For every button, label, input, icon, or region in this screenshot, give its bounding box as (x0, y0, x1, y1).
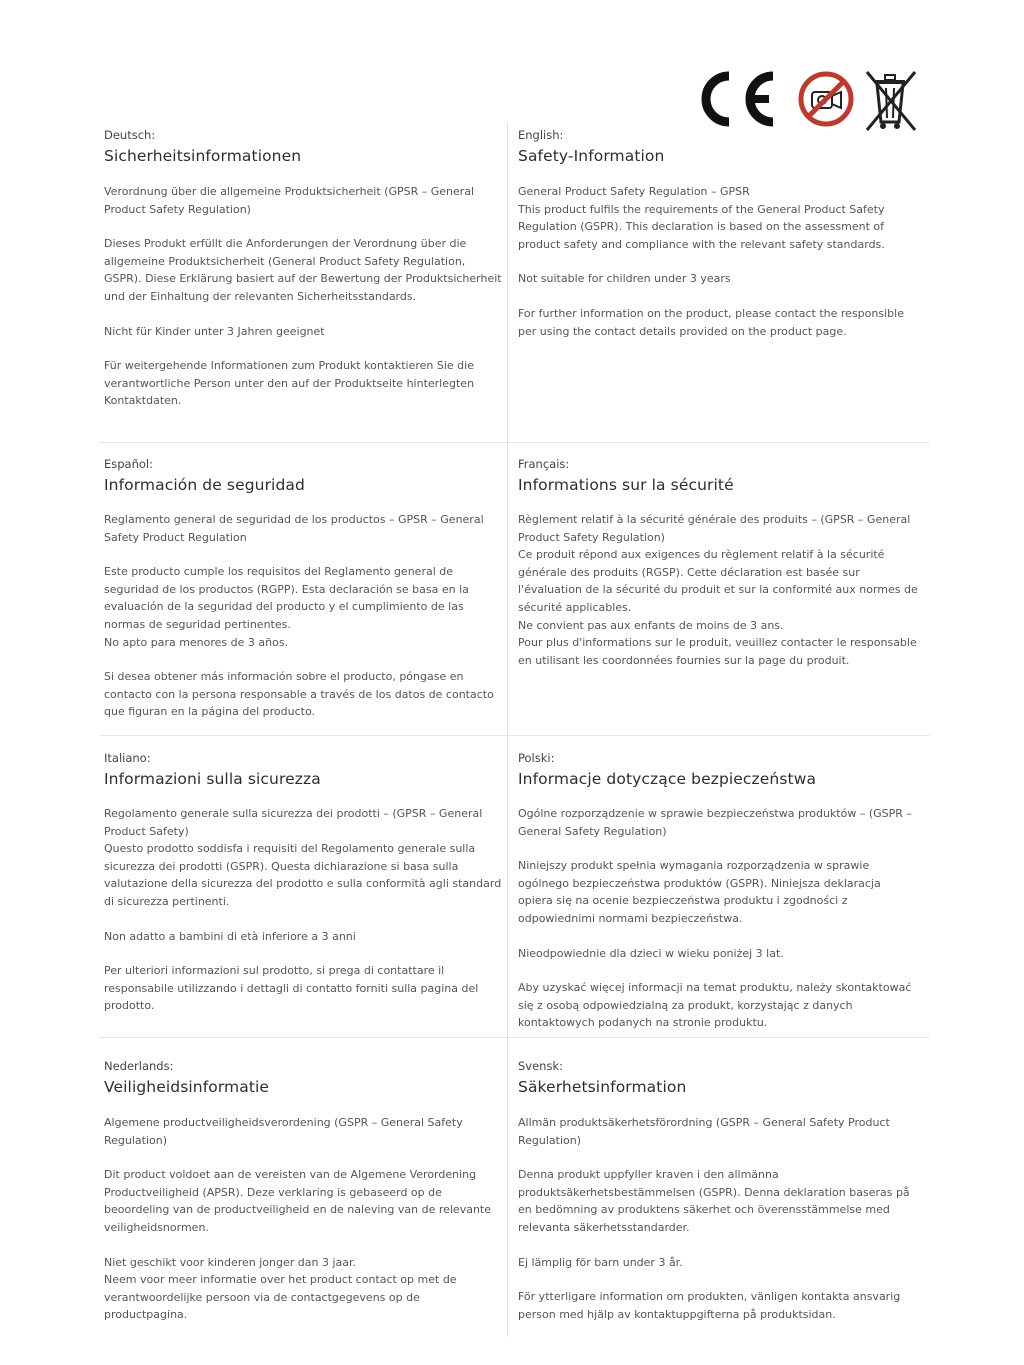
section-title: Informacje dotyczące bezpieczeństwa (518, 770, 817, 788)
contact-text: För ytterligare information om produkten, vänligen kontakta ansvarig person med hjälp av kontaktuppgifterna på produktsidan. (518, 1290, 901, 1321)
compliance-text: Este producto cumple los requisitos del Reglamento general de seguridad de los productos (RGPP). Esta declaración se basa en la evaluación de la seguridad del producto y el cumplimiento de las normas de seguridad pertinentes. (104, 565, 469, 631)
section-polski (518, 750, 918, 1032)
language-label: Italiano: (104, 751, 151, 765)
language-label: Polski: (518, 751, 555, 765)
contact-text: Für weitergehende Informationen zum Produkt kontaktieren Sie die verantwortliche Person unter den auf der Produktseite hinterlegten Kontaktdaten. (104, 359, 475, 408)
age-warning-text: Ne convient pas aux enfants de moins de 3 ans. (518, 618, 784, 632)
age-warning-text: Nicht für Kinder unter 3 Jahren geeignet (104, 324, 325, 338)
section-title: Veiligheidsinformatie (104, 1078, 270, 1096)
age-warning-text: Non adatto a bambini di età inferiore a 3 anni (104, 929, 356, 943)
section-title: Sicherheitsinformationen (104, 147, 302, 165)
regulation-text: Ogólne rozporządzenie w sprawie bezpieczeństwa produktów – (GSPR – General Safety Regulation) (518, 807, 912, 838)
compliance-text: Denna produkt uppfyller kraven i den allmänna produktsäkerhetsbestämmelsen (GSPR). Denna deklaration baseras på en bedömning av produktens säkerhet och överensstämmelse med relevanta säkerhetsstandarder. (518, 1168, 910, 1234)
contact-text: Si desea obtener más información sobre el producto, póngase en contacto con la persona responsable a través de los datos de contacto que figuran en la página del producto. (104, 670, 494, 719)
language-label: Deutsch: (104, 128, 156, 142)
regulation-text: Allmän produktsäkerhetsförordning (GSPR – General Safety Product Regulation) (518, 1116, 890, 1147)
regulation-text: Regolamento generale sulla sicurezza dei prodotti – (GPSR – General Product Safety) (104, 807, 483, 838)
age-warning-text: Niet geschikt voor kinderen jonger dan 3 jaar. (104, 1255, 357, 1269)
section-title: Safety-Information (518, 147, 665, 165)
section-svensk (518, 1058, 918, 1323)
language-label: Español: (104, 457, 153, 471)
compliance-text: This product fulfils the requirements of the General Product Safety Regulation (GSPR). This declaration is based on the assessment of product safety and compliance with the relevant safety standards. (518, 202, 885, 251)
section-espanol (104, 456, 504, 721)
age-warning-text: Ej lämplig för barn under 3 år. (518, 1255, 683, 1269)
certification-logos (695, 66, 930, 136)
compliance-text: Dit product voldoet aan de vereisten van de Algemene Verordening Productveiligheid (APSR). Deze verklaring is gebaseerd op de beoordeling van de productveiligheid en de naleving van de relevante veiligheidsnormen. (104, 1168, 492, 1234)
section-title: Información de seguridad (104, 476, 305, 494)
ce-mark-icon (695, 70, 777, 128)
age-warning-text: No apto para menores de 3 años. (104, 635, 289, 649)
contact-text: Neem voor meer informatie over het product contact op met de verantwoordelijke persoon via de contactgegevens op de productpagina. (104, 1273, 457, 1322)
age-warning-text: Nieodpowiednie dla dzieci w wieku poniżej 3 lat. (518, 946, 784, 960)
section-italiano (104, 750, 504, 1015)
language-label: Nederlands: (104, 1059, 174, 1073)
section-deutsch (104, 127, 504, 410)
section-title: Säkerhetsinformation (518, 1078, 687, 1096)
regulation-text: Règlement relatif à la sécurité générale des produits – (GPSR – General Product Safety Regulation) (518, 513, 911, 544)
regulation-text: Algemene productveiligheidsverordening (GSPR – General Safety Regulation) (104, 1116, 463, 1147)
row-divider (100, 1037, 930, 1038)
contact-text: Aby uzyskać więcej informacji na temat produktu, należy skontaktować się z osobą odpowiedzialną za produkt, korzystając z danych kontaktowych podanych na stronie produktu. (518, 981, 912, 1030)
section-title: Informazioni sulla sicurezza (104, 770, 321, 788)
row-divider (100, 442, 930, 443)
regulation-text: Verordnung über die allgemeine Produktsicherheit (GPSR – General Product Safety Regulation) (104, 185, 475, 216)
section-nederlands (104, 1058, 504, 1324)
compliance-text: Questo prodotto soddisfa i requisiti del Regolamento generale sulla sicurezza dei prodotti (GSPR). Questa dichiarazione si basa sulla valutazione della sicurezza del prodotto e sulla conformità agli standard di sicurezza pertinenti. (104, 842, 502, 908)
regulation-text: Reglamento general de seguridad de los productos – GPSR – General Safety Product Regulation (104, 513, 484, 544)
regulation-text: General Product Safety Regulation – GPSR (518, 185, 750, 198)
section-title: Informations sur la sécurité (518, 476, 734, 494)
contact-text: Per ulteriori informazioni sul prodotto, si prega di contattare il responsabile utilizzando i dettagli di contatto forniti sulla pagina del prodotto. (104, 964, 479, 1013)
language-label: Français: (518, 457, 570, 471)
compliance-text: Niniejszy produkt spełnia wymagania rozporządzenia w sprawie ogólnego bezpieczeństwa produktów (GSPR). Niniejsza deklaracja opiera się na ocenie bezpieczeństwa produktu i zgodności z odpowiednimi normami bezpieczeństwa. (518, 859, 881, 925)
age-warning-text: Not suitable for children under 3 years (518, 272, 731, 286)
compliance-text: Dieses Produkt erfüllt die Anforderungen der Verordnung über die allgemeine Produktsicherheit (General Product Safety Regulation, GSPR). Diese Erklärung basiert auf der Bewertung der Produktsicherheit und der Einhaltung der relevanten Sicherheitsstandards. (104, 237, 502, 303)
contact-text: For further information on the product, please contact the responsible per using the contact details provided on the product page. (518, 306, 904, 338)
weee-crossed-bin-icon (861, 66, 921, 134)
language-label: Svensk: (518, 1059, 563, 1073)
language-label: English: (518, 128, 564, 142)
row-divider (100, 735, 930, 736)
compliance-text: Ce produit répond aux exigences du règlement relatif à la sécurité générale des produits (RGSP). Cette déclaration est basée sur l'évaluation de la sécurité du produit et sur la conformité aux normes de sécurité applicables. (518, 548, 918, 614)
not-for-small-children-icon (797, 70, 855, 128)
section-francais (518, 456, 918, 669)
contact-text: Pour plus d'informations sur le produit, veuillez contacter le responsable en utilisant les coordonnées fournies sur la page du produit. (518, 636, 917, 667)
section-english (518, 127, 918, 340)
column-divider (507, 122, 508, 1337)
